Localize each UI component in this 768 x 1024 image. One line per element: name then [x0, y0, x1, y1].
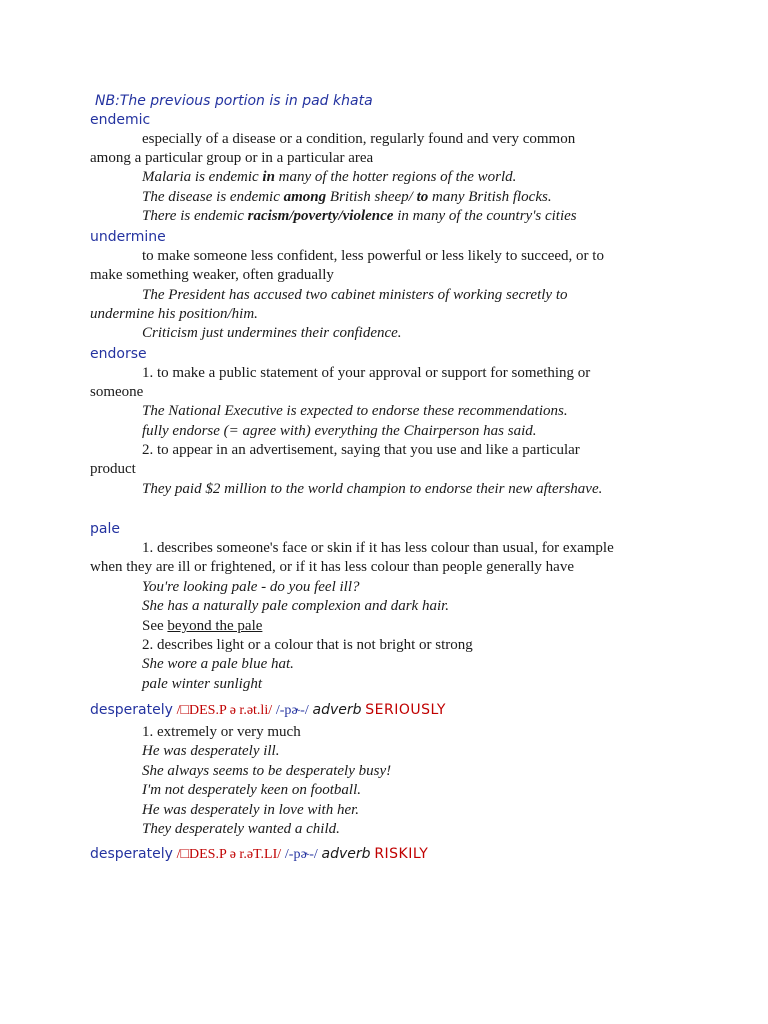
- example-bold: racism/poverty/violence: [247, 208, 394, 224]
- example-sentence: She always seems to be desperately busy!: [142, 763, 392, 779]
- entry-header-desperately-riskily: [90, 845, 428, 864]
- example-sentence: Criticism just undermines their confidence.: [142, 325, 402, 341]
- example-text: There is endemic: [142, 208, 248, 224]
- example-sentence: They desperately wanted a child.: [142, 821, 340, 837]
- example-text: many of the hotter regions of the world.: [274, 169, 517, 185]
- definition-line: 1. extremely or very much: [142, 724, 301, 740]
- see-also-line: [142, 617, 262, 636]
- see-label: See: [142, 618, 168, 634]
- pronunciation-uk: /□DES.P ə r.əT.LI/: [176, 847, 282, 862]
- example-sentence: They paid $2 million to the world champion to endorse their new aftershave.: [142, 481, 603, 497]
- note-line: NB:The previous portion is in pad khata: [95, 93, 373, 109]
- definition-line: 1. to make a public statement of your approval or support for something or: [142, 365, 591, 381]
- pronunciation-us: /-pɚ-/: [284, 847, 318, 862]
- see-also-link[interactable]: beyond the pale: [167, 618, 263, 634]
- headword-desperately: desperately: [90, 702, 173, 718]
- example-sentence: You're looking pale - do you feel ill?: [142, 579, 360, 595]
- example-text: British sheep/: [326, 189, 417, 205]
- definition-line: make something weaker, often gradually: [90, 267, 334, 283]
- example-sentence: He was desperately in love with her.: [142, 802, 360, 818]
- example-text: Malaria is endemic: [142, 169, 263, 185]
- example-sentence: [142, 168, 516, 187]
- definition-line: to make someone less confident, less powerful or less likely to succeed, or to: [142, 248, 604, 264]
- definition-line: someone: [90, 384, 144, 400]
- example-sentence: I'm not desperately keen on football.: [142, 782, 361, 798]
- headword-undermine: undermine: [90, 229, 166, 245]
- example-sentence: [142, 207, 577, 226]
- definition-line: 2. to appear in an advertisement, saying that you use and like a particular: [142, 442, 580, 458]
- example-sentence: She wore a pale blue hat.: [142, 656, 294, 672]
- example-text: in many of the country's cities: [393, 208, 577, 224]
- headword-desperately: desperately: [90, 846, 173, 862]
- example-sentence: undermine his position/him.: [90, 306, 258, 322]
- example-sentence: She has a naturally pale complexion and dark hair.: [142, 598, 450, 614]
- pronunciation-uk: /□DES.P ə r.ət.li/: [176, 703, 273, 718]
- example-sentence: fully endorse (= agree with) everything the Chairperson has said.: [142, 423, 537, 439]
- part-of-speech: adverb: [312, 702, 362, 718]
- definition-line: 1. describes someone's face or skin if it has less colour than usual, for example: [142, 540, 614, 556]
- pronunciation-us: /-pɚ-/: [275, 703, 309, 718]
- example-sentence: The National Executive is expected to endorse these recommendations.: [142, 403, 568, 419]
- part-of-speech: adverb: [321, 846, 371, 862]
- example-text: The disease is endemic: [142, 189, 284, 205]
- guideword: RISKILY: [374, 846, 429, 862]
- definition-line: when they are ill or frightened, or if it has less colour than people generally have: [90, 559, 574, 575]
- example-sentence: The President has accused two cabinet ministers of working secretly to: [142, 287, 568, 303]
- example-sentence: pale winter sunlight: [142, 676, 262, 692]
- example-bold: in: [262, 169, 275, 185]
- definition-line: among a particular group or in a particular area: [90, 150, 374, 166]
- example-sentence: He was desperately ill.: [142, 743, 280, 759]
- definition-line: 2. describes light or a colour that is not bright or strong: [142, 637, 473, 653]
- headword-endemic: endemic: [90, 112, 151, 128]
- example-sentence: [142, 188, 552, 207]
- headword-endorse: endorse: [90, 346, 147, 362]
- entry-header-desperately-seriously: [90, 701, 446, 720]
- example-text: many British flocks.: [428, 189, 552, 205]
- definition-line: especially of a disease or a condition, regularly found and very common: [142, 131, 576, 147]
- headword-pale: pale: [90, 521, 120, 537]
- example-bold: among: [283, 189, 327, 205]
- example-bold: to: [416, 189, 429, 205]
- guideword: SERIOUSLY: [365, 702, 446, 718]
- definition-line: product: [90, 461, 136, 477]
